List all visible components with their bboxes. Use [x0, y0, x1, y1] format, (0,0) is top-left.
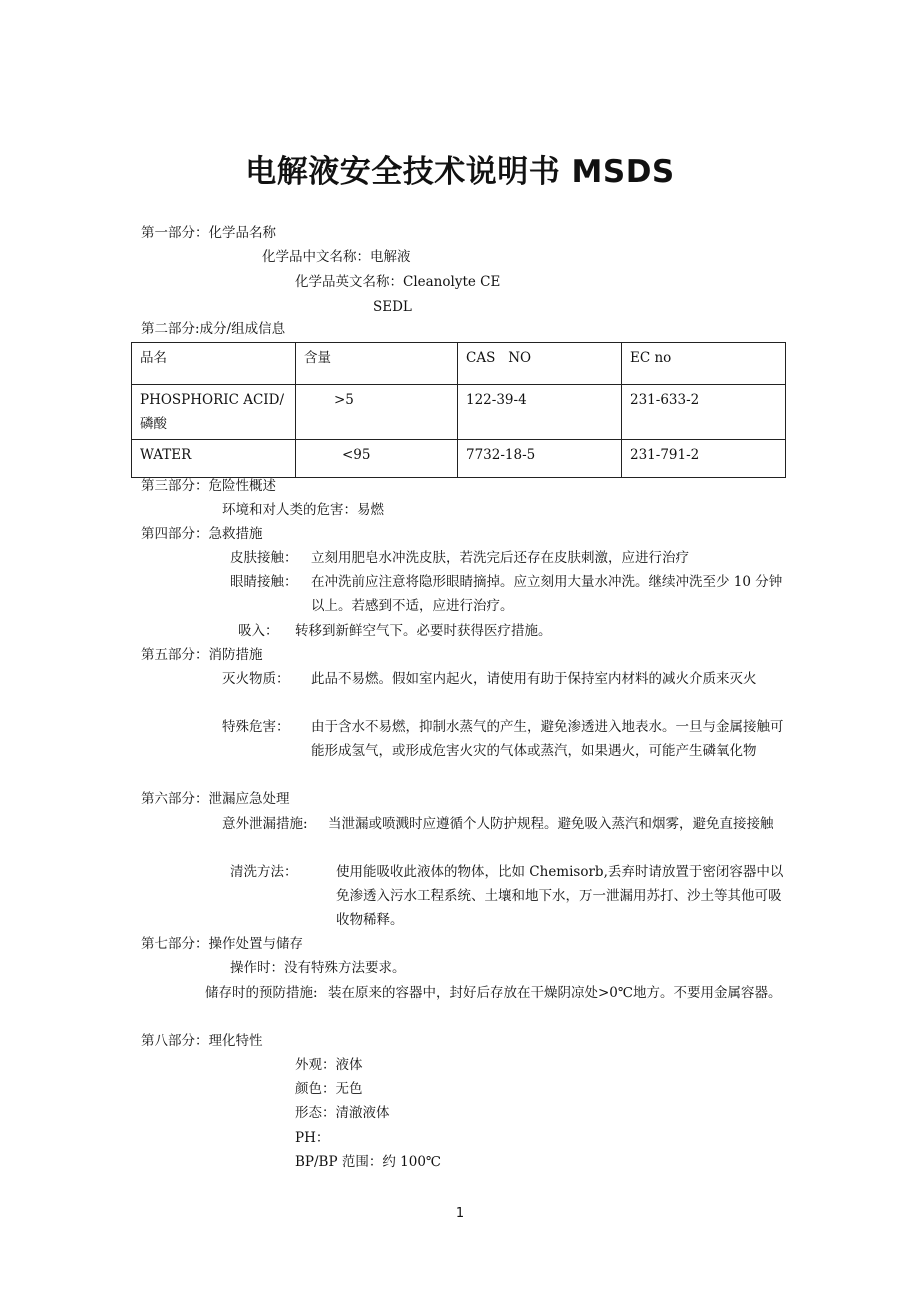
part5-heading: 第五部分：消防措施	[141, 647, 263, 663]
skin-contact-text: 立刻用肥皂水冲洗皮肤，若洗完后还存在皮肤刺激，应进行治疗	[311, 550, 689, 566]
accidental-release-label: 意外泄漏措施:	[222, 816, 308, 832]
cleanup-method-label: 清洗方法：	[230, 864, 298, 880]
part3-heading: 第三部分：危险性概述	[141, 478, 276, 494]
eye-contact-label: 眼睛接触：	[230, 574, 298, 590]
chinese-name: 化学品中文名称：电解液	[262, 249, 411, 265]
part6-heading: 第六部分：泄漏应急处理	[141, 791, 290, 807]
inhalation-text: 转移到新鲜空气下。必要时获得医疗措施。	[295, 623, 552, 639]
eye-contact-text: 在冲洗前应注意将隐形眼睛摘掉。应立刻用大量水冲洗。继续冲洗至少 10 分钟以上。若感到不适，应进行治疗。	[311, 574, 783, 614]
handling-text: 操作时：没有特殊方法要求。	[230, 960, 406, 976]
color-text: 颜色：无色	[295, 1081, 363, 1097]
cell-name: PHOSPHORIC ACID/磷酸	[132, 385, 296, 440]
skin-contact-label: 皮肤接触：	[230, 550, 298, 566]
cleanup-method-text: 使用能吸收此液体的物体，比如 Chemisorb,丢弃时请放置于密闭容器中以免渗透入污水工程系统、土壤和地下水，万一泄漏用苏打、沙土等其他可吸收物稀释。	[336, 864, 784, 928]
table-row	[132, 440, 786, 478]
cell-ec: 231-791-2	[622, 440, 786, 478]
page-title: 电解液安全技术说明书 MSDS	[245, 154, 675, 190]
special-hazard-label: 特殊危害：	[222, 719, 290, 735]
ph-text: PH：	[295, 1130, 330, 1146]
extinguishing-media-label: 灭火物质：	[222, 671, 290, 687]
table-header-row	[132, 343, 786, 385]
special-hazard-text: 由于含水不易燃，抑制水蒸气的产生，避免渗透进入地表水。一旦与金属接触可能形成氢气，或形成危害火灾的气体或蒸汽，如果遇火，可能产生磷氧化物	[311, 719, 784, 759]
inhalation-label: 吸入：	[238, 623, 279, 639]
part7-heading: 第七部分：操作处置与储存	[141, 936, 303, 952]
cell-cas: 7732-18-5	[458, 440, 622, 478]
boiling-point-text: BP/BP 范围：约 100℃	[295, 1154, 442, 1170]
cell-cas: 122-39-4	[458, 385, 622, 440]
page-number: 1	[455, 1206, 465, 1221]
header-name: 品名	[132, 343, 296, 385]
header-content: 含量	[296, 343, 458, 385]
cell-name: WATER	[132, 440, 296, 478]
cell-ec: 231-633-2	[622, 385, 786, 440]
state-text: 形态：清澈液体	[295, 1105, 390, 1121]
table-row	[132, 385, 786, 440]
extinguishing-media-text: 此品不易燃。假如室内起火，请使用有助于保持室内材料的减火介质来灭火	[311, 671, 757, 687]
appearance-text: 外观：液体	[295, 1057, 363, 1073]
part1-heading: 第一部分：化学品名称	[141, 225, 276, 241]
english-name-continued: SEDL	[373, 299, 412, 315]
storage-precaution-text: 装在原来的容器中，封好后存放在干燥阴凉处>0℃地方。不要用金属容器。	[328, 985, 782, 1001]
hazard-text: 环境和对人类的危害：易燃	[222, 502, 384, 518]
english-name: 化学品英文名称：Cleanolyte CE	[295, 274, 501, 290]
cell-content: >5	[296, 385, 458, 440]
header-ec: EC no	[622, 343, 786, 385]
header-cas: CAS NO	[458, 343, 622, 385]
composition-table	[131, 342, 786, 478]
part2-heading: 第二部分:成分/组成信息	[141, 321, 286, 337]
accidental-release-text: 当泄漏或喷溅时应遵循个人防护规程。避免吸入蒸汽和烟雾，避免直接接触	[328, 816, 774, 832]
storage-precaution-label: 储存时的预防措施:	[205, 985, 318, 1001]
part8-heading: 第八部分：理化特性	[141, 1033, 263, 1049]
cell-content: <95	[296, 440, 458, 478]
part4-heading: 第四部分：急救措施	[141, 526, 263, 542]
